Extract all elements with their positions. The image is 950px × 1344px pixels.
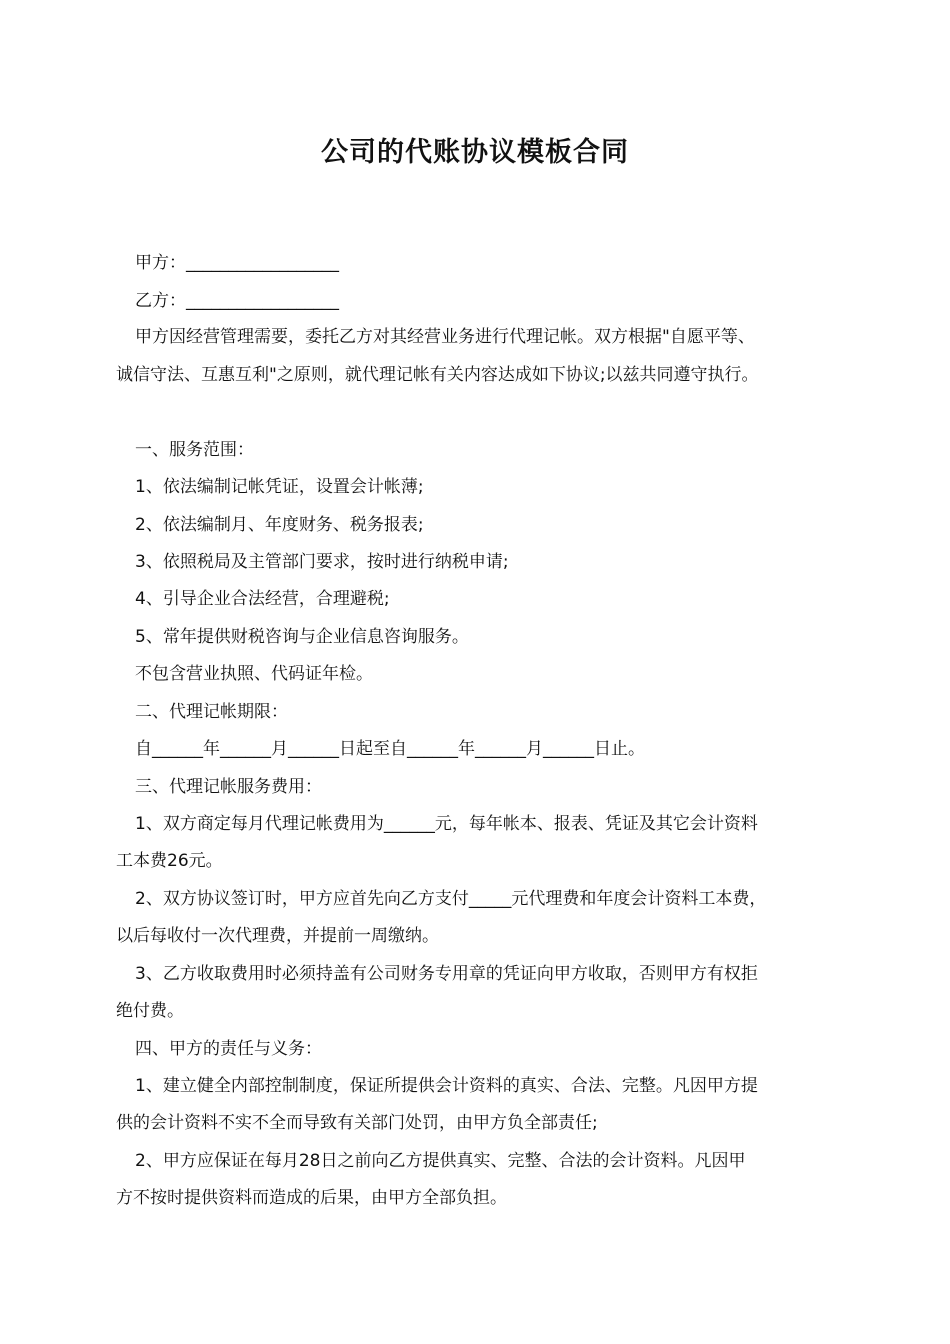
preamble-line-2: 诚信守法、互惠互利"之原则，就代理记帐有关内容达成如下协议;以兹共同遵守执行。 (116, 365, 759, 385)
clause-text: 方不按时提供资料而造成的后果，由甲方全部负担。 (116, 1188, 507, 1208)
clause-text: 以后每收付一次代理费，并提前一周缴纳。 (116, 926, 439, 946)
preamble-line-1: 甲方因经营管理需要，委托乙方对其经营业务进行代理记帐。双方根据"自愿平等、 (135, 327, 755, 347)
party-b-line: 乙方：__________________ (135, 291, 339, 311)
party-a-line: 甲方：__________________ (135, 253, 339, 273)
clause-text: 供的会计资料不实不全而导致有关部门处罚，由甲方负全部责任; (116, 1113, 598, 1133)
clause-text: 2、双方协议签订时，甲方应首先向乙方支付_____元代理费和年度会计资料工本费， (135, 889, 767, 909)
section-2-heading: 二、代理记帐期限： (135, 702, 288, 722)
clause-text: 工本费26元。 (116, 851, 223, 871)
section-1-heading: 一、服务范围： (135, 440, 254, 460)
clause-text: 3、乙方收取费用时必须持盖有公司财务专用章的凭证向甲方收取，否则甲方有权拒 (135, 964, 758, 984)
section-3-heading: 三、代理记帐服务费用： (135, 777, 322, 797)
clause-text: 绝付费。 (116, 1001, 184, 1021)
document-title: 公司的代账协议模板合同 (321, 137, 629, 168)
clause-text: 1、依法编制记帐凭证，设置会计帐薄; (135, 477, 424, 497)
clause-text: 2、依法编制月、年度财务、税务报表; (135, 515, 424, 535)
clause-text: 3、依照税局及主管部门要求，按时进行纳税申请; (135, 552, 509, 572)
clause-text: 5、常年提供财税咨询与企业信息咨询服务。 (135, 627, 469, 647)
clause-text: 2、甲方应保证在每月28日之前向乙方提供真实、完整、合法的会计资料。凡因甲 (135, 1151, 746, 1171)
clause-text: 不包含营业执照、代码证年检。 (135, 664, 373, 684)
section-4-heading: 四、甲方的责任与义务： (135, 1039, 322, 1059)
clause-text: 1、建立健全内部控制制度，保证所提供会计资料的真实、合法、完整。凡因甲方提 (135, 1076, 758, 1096)
term-period-line: 自______年______月______日起至自______年______月______日止。 (135, 739, 645, 759)
clause-text: 1、双方商定每月代理记帐费用为______元，每年帐本、报表、凭证及其它会计资料 (135, 814, 758, 834)
clause-text: 4、引导企业合法经营，合理避税; (135, 589, 390, 609)
